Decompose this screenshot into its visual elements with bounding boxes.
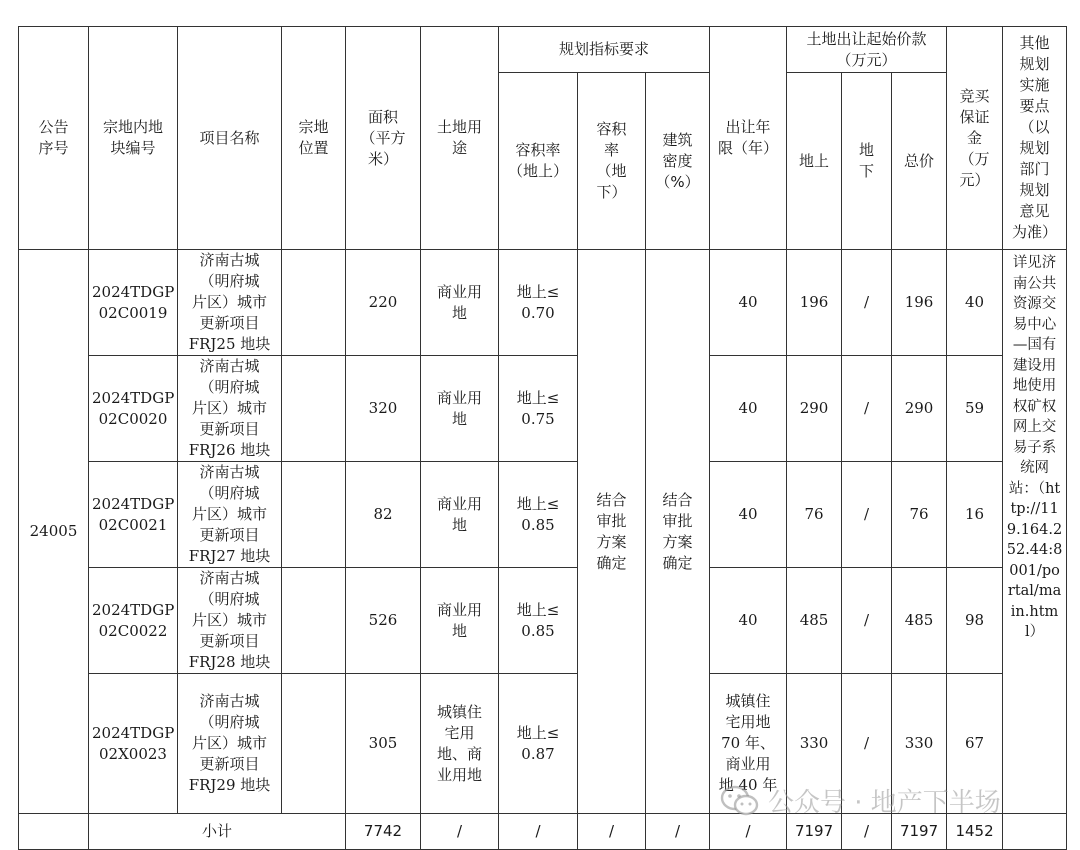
price-total: 290 — [892, 356, 947, 462]
header-gonggao: 公告 序号 — [19, 27, 89, 250]
price-above: 290 — [787, 356, 842, 462]
price-below: / — [842, 462, 892, 568]
land-use: 城镇住 宅用 地、商 业用地 — [421, 674, 499, 814]
floor-area-ratio: 地上≤ 0.87 — [499, 674, 578, 814]
header-baozheng: 竞买 保证 金 （万 元） — [947, 27, 1003, 250]
lease-years: 40 — [710, 462, 787, 568]
land-use: 商业用 地 — [421, 250, 499, 356]
parcel-code: 2024TDGP 02C0019 — [89, 250, 178, 356]
land-use: 商业用 地 — [421, 568, 499, 674]
lease-years: 40 — [710, 356, 787, 462]
header-bianhao: 宗地内地 块编号 — [89, 27, 178, 250]
header-dixia: 地 下 — [842, 73, 892, 250]
underground-ratio-merged: 结合 审批 方案 确定 — [578, 250, 646, 814]
table-row — [19, 462, 1067, 568]
project-name: 济南古城 （明府城 片区）城市 更新项目 FRJ27 地块 — [178, 462, 282, 568]
header-qita: 其他 规划 实施 要点 （以 规划 部门 规划 意见 为准） — [1003, 27, 1067, 250]
header-nianxian: 出让年 限（年） — [710, 27, 787, 250]
header-zongjia: 总价 — [892, 73, 947, 250]
parcel-location — [282, 674, 346, 814]
price-total: 330 — [892, 674, 947, 814]
parcel-code: 2024TDGP 02C0021 — [89, 462, 178, 568]
land-use: 商业用 地 — [421, 462, 499, 568]
subtotal-area: 7742 — [346, 814, 421, 850]
deposit: 98 — [947, 568, 1003, 674]
project-name: 济南古城 （明府城 片区）城市 更新项目 FRJ26 地块 — [178, 356, 282, 462]
price-above: 76 — [787, 462, 842, 568]
subtotal-years: / — [710, 814, 787, 850]
announcement-number: 24005 — [19, 250, 89, 814]
header-dishang: 地上 — [787, 73, 842, 250]
parcel-area: 220 — [346, 250, 421, 356]
floor-area-ratio: 地上≤ 0.85 — [499, 462, 578, 568]
price-above: 196 — [787, 250, 842, 356]
subtotal-notes — [1003, 814, 1067, 850]
project-name: 济南古城 （明府城 片区）城市 更新项目 FRJ25 地块 — [178, 250, 282, 356]
price-below: / — [842, 674, 892, 814]
header-midu: 建筑 密度 （%） — [646, 73, 710, 250]
parcel-area: 526 — [346, 568, 421, 674]
parcel-location — [282, 356, 346, 462]
parcel-code: 2024TDGP 02C0022 — [89, 568, 178, 674]
floor-area-ratio: 地上≤ 0.75 — [499, 356, 578, 462]
subtotal-below: / — [842, 814, 892, 850]
header-xiangmu: 项目名称 — [178, 27, 282, 250]
header-jiakuan: 土地出让起始价款 （万元） — [787, 27, 947, 73]
price-below: / — [842, 250, 892, 356]
deposit: 67 — [947, 674, 1003, 814]
table-row — [19, 356, 1067, 462]
header-mianji: 面积 （平方 米） — [346, 27, 421, 250]
header-yongtu: 土地用 途 — [421, 27, 499, 250]
lease-years: 城镇住 宅用地 70 年、 商业用 地 40 年 — [710, 674, 787, 814]
price-above: 330 — [787, 674, 842, 814]
parcel-location — [282, 568, 346, 674]
subtotal-blank — [19, 814, 89, 850]
floor-area-ratio: 地上≤ 0.70 — [499, 250, 578, 356]
subtotal-use: / — [421, 814, 499, 850]
land-use: 商业用 地 — [421, 356, 499, 462]
header-guihua: 规划指标要求 — [499, 27, 710, 73]
watermark-text: 公众号 · 地产下半场 — [768, 788, 1001, 818]
price-total: 76 — [892, 462, 947, 568]
building-density-merged: 结合 审批 方案 确定 — [646, 250, 710, 814]
table-row — [19, 250, 1067, 356]
header-rongji-down: 容积 率 （地 下） — [578, 73, 646, 250]
deposit: 59 — [947, 356, 1003, 462]
project-name: 济南古城 （明府城 片区）城市 更新项目 FRJ29 地块 — [178, 674, 282, 814]
project-name: 济南古城 （明府城 片区）城市 更新项目 FRJ28 地块 — [178, 568, 282, 674]
subtotal-above: 7197 — [787, 814, 842, 850]
subtotal-midu: / — [646, 814, 710, 850]
subtotal-far: / — [499, 814, 578, 850]
parcel-location — [282, 250, 346, 356]
table-row — [19, 568, 1067, 674]
subtotal-label: 小计 — [89, 814, 346, 850]
land-auction-table — [18, 26, 1067, 850]
price-above: 485 — [787, 568, 842, 674]
price-below: / — [842, 568, 892, 674]
lease-years: 40 — [710, 250, 787, 356]
table-row — [19, 674, 1067, 814]
subtotal-row — [19, 814, 1067, 850]
parcel-area: 305 — [346, 674, 421, 814]
parcel-area: 82 — [346, 462, 421, 568]
parcel-area: 320 — [346, 356, 421, 462]
deposit: 16 — [947, 462, 1003, 568]
other-notes-merged: 详见济南公共资源交易中心—国有建设用地使用权矿权网上交易子系统网站：（http://119.164.252.44:8001/portal/main.html） — [1003, 250, 1067, 814]
parcel-code: 2024TDGP 02X0023 — [89, 674, 178, 814]
price-total: 485 — [892, 568, 947, 674]
parcel-code: 2024TDGP 02C0020 — [89, 356, 178, 462]
header-rongji-up: 容积率 （地上） — [499, 73, 578, 250]
subtotal-deposit: 1452 — [947, 814, 1003, 850]
subtotal-total: 7197 — [892, 814, 947, 850]
price-total: 196 — [892, 250, 947, 356]
parcel-location — [282, 462, 346, 568]
deposit: 40 — [947, 250, 1003, 356]
floor-area-ratio: 地上≤ 0.85 — [499, 568, 578, 674]
lease-years: 40 — [710, 568, 787, 674]
price-below: / — [842, 356, 892, 462]
header-weizhi: 宗地 位置 — [282, 27, 346, 250]
subtotal-rongji-down: / — [578, 814, 646, 850]
